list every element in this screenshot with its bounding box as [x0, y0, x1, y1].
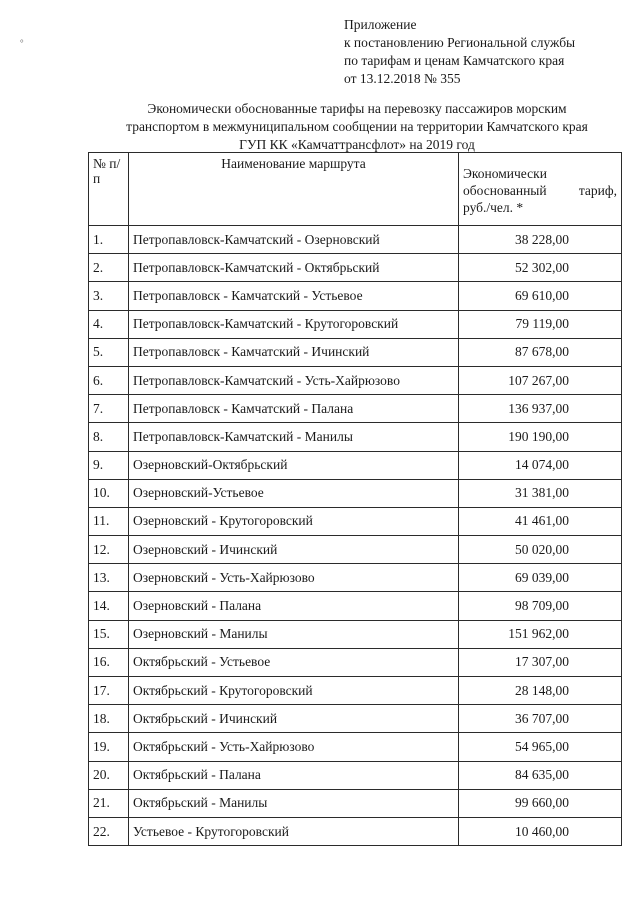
appendix-line: к постановлению Региональной службы: [344, 35, 576, 50]
row-number: 18.: [89, 705, 129, 733]
tariff-value: 52 302,00: [459, 254, 622, 282]
route-name: Петропавловск-Камчатский - Крутогоровский: [129, 310, 459, 338]
table-row: [89, 479, 622, 507]
tariff-table: [88, 152, 622, 846]
route-name: Октябрьский - Палана: [129, 761, 459, 789]
row-number: 8.: [89, 423, 129, 451]
route-name: Октябрьский - Усть-Хайрюзово: [129, 733, 459, 761]
tariff-value: 87 678,00: [459, 338, 622, 366]
route-name: Устьевое - Крутогоровский: [129, 817, 459, 845]
title-line: транспортом в межмуниципальном сообщении на территории Камчатского края: [126, 119, 588, 134]
table-row: [89, 395, 622, 423]
row-number: 4.: [89, 310, 129, 338]
tariff-value: 69 610,00: [459, 282, 622, 310]
route-name: Озерновский-Октябрьский: [129, 451, 459, 479]
tariff-value: 79 119,00: [459, 310, 622, 338]
table-header-row: [89, 153, 622, 226]
row-number: 14.: [89, 592, 129, 620]
row-number: 21.: [89, 789, 129, 817]
route-name: Озерновский - Ичинский: [129, 536, 459, 564]
row-number: 10.: [89, 479, 129, 507]
appendix-line: по тарифам и ценам Камчатского края: [344, 53, 565, 68]
tariff-value: 38 228,00: [459, 226, 622, 254]
tariff-value: 36 707,00: [459, 705, 622, 733]
column-header-tariff: Экономически обоснованный тариф, руб./чел. *: [459, 153, 622, 226]
table-row: [89, 338, 622, 366]
row-number: 2.: [89, 254, 129, 282]
route-name: Петропавловск-Камчатский - Манилы: [129, 423, 459, 451]
appendix-block: [344, 16, 575, 88]
tariff-value: 54 965,00: [459, 733, 622, 761]
route-name: Петропавловск - Камчатский - Палана: [129, 395, 459, 423]
table-row: [89, 677, 622, 705]
tariff-value: 98 709,00: [459, 592, 622, 620]
row-number: 17.: [89, 677, 129, 705]
tariff-value: 136 937,00: [459, 395, 622, 423]
tariff-value: 28 148,00: [459, 677, 622, 705]
row-number: 20.: [89, 761, 129, 789]
table-row: [89, 620, 622, 648]
margin-mark: °: [20, 38, 24, 48]
route-name: Озерновский - Палана: [129, 592, 459, 620]
row-number: 12.: [89, 536, 129, 564]
table-row: [89, 564, 622, 592]
table-row: [89, 592, 622, 620]
tariff-value: 17 307,00: [459, 648, 622, 676]
route-name: Октябрьский - Крутогоровский: [129, 677, 459, 705]
route-name: Петропавловск - Камчатский - Ичинский: [129, 338, 459, 366]
tariff-value: 41 461,00: [459, 507, 622, 535]
title-line: Экономически обоснованные тарифы на перевозку пассажиров морским: [147, 101, 567, 116]
table-row: [89, 451, 622, 479]
row-number: 3.: [89, 282, 129, 310]
tariff-value: 69 039,00: [459, 564, 622, 592]
tariff-value: 107 267,00: [459, 366, 622, 394]
table-row: [89, 366, 622, 394]
appendix-line: от 13.12.2018 № 355: [344, 71, 461, 86]
row-number: 6.: [89, 366, 129, 394]
row-number: 7.: [89, 395, 129, 423]
route-name: Озерновский-Устьевое: [129, 479, 459, 507]
table-row: [89, 705, 622, 733]
tariff-value: 190 190,00: [459, 423, 622, 451]
table-row: [89, 789, 622, 817]
table-row: [89, 817, 622, 845]
row-number: 19.: [89, 733, 129, 761]
route-name: Озерновский - Усть-Хайрюзово: [129, 564, 459, 592]
tariff-value: 50 020,00: [459, 536, 622, 564]
table-row: [89, 226, 622, 254]
table-row: [89, 507, 622, 535]
table-row: [89, 310, 622, 338]
tariff-value: 99 660,00: [459, 789, 622, 817]
row-number: 13.: [89, 564, 129, 592]
table-row: [89, 423, 622, 451]
route-name: Октябрьский - Манилы: [129, 789, 459, 817]
row-number: 11.: [89, 507, 129, 535]
tariff-value: 31 381,00: [459, 479, 622, 507]
column-header-route: Наименование маршрута: [129, 153, 459, 226]
table-row: [89, 648, 622, 676]
column-header-number: № п/п: [89, 153, 129, 226]
appendix-line: Приложение: [344, 17, 417, 32]
tariff-value: 10 460,00: [459, 817, 622, 845]
title-line: ГУП КК «Камчаттрансфлот» на 2019 год: [239, 137, 475, 152]
row-number: 9.: [89, 451, 129, 479]
row-number: 5.: [89, 338, 129, 366]
table-row: [89, 282, 622, 310]
row-number: 16.: [89, 648, 129, 676]
tariff-value: 84 635,00: [459, 761, 622, 789]
document-title: [70, 100, 640, 154]
table-row: [89, 254, 622, 282]
tariff-value: 14 074,00: [459, 451, 622, 479]
table-row: [89, 761, 622, 789]
row-number: 1.: [89, 226, 129, 254]
route-name: Петропавловск-Камчатский - Озерновский: [129, 226, 459, 254]
route-name: Петропавловск - Камчатский - Устьевое: [129, 282, 459, 310]
table-row: [89, 733, 622, 761]
route-name: Озерновский - Крутогоровский: [129, 507, 459, 535]
row-number: 22.: [89, 817, 129, 845]
route-name: Петропавловск-Камчатский - Усть-Хайрюзово: [129, 366, 459, 394]
route-name: Октябрьский - Устьевое: [129, 648, 459, 676]
route-name: Октябрьский - Ичинский: [129, 705, 459, 733]
table-row: [89, 536, 622, 564]
route-name: Озерновский - Манилы: [129, 620, 459, 648]
tariff-value: 151 962,00: [459, 620, 622, 648]
row-number: 15.: [89, 620, 129, 648]
route-name: Петропавловск-Камчатский - Октябрьский: [129, 254, 459, 282]
